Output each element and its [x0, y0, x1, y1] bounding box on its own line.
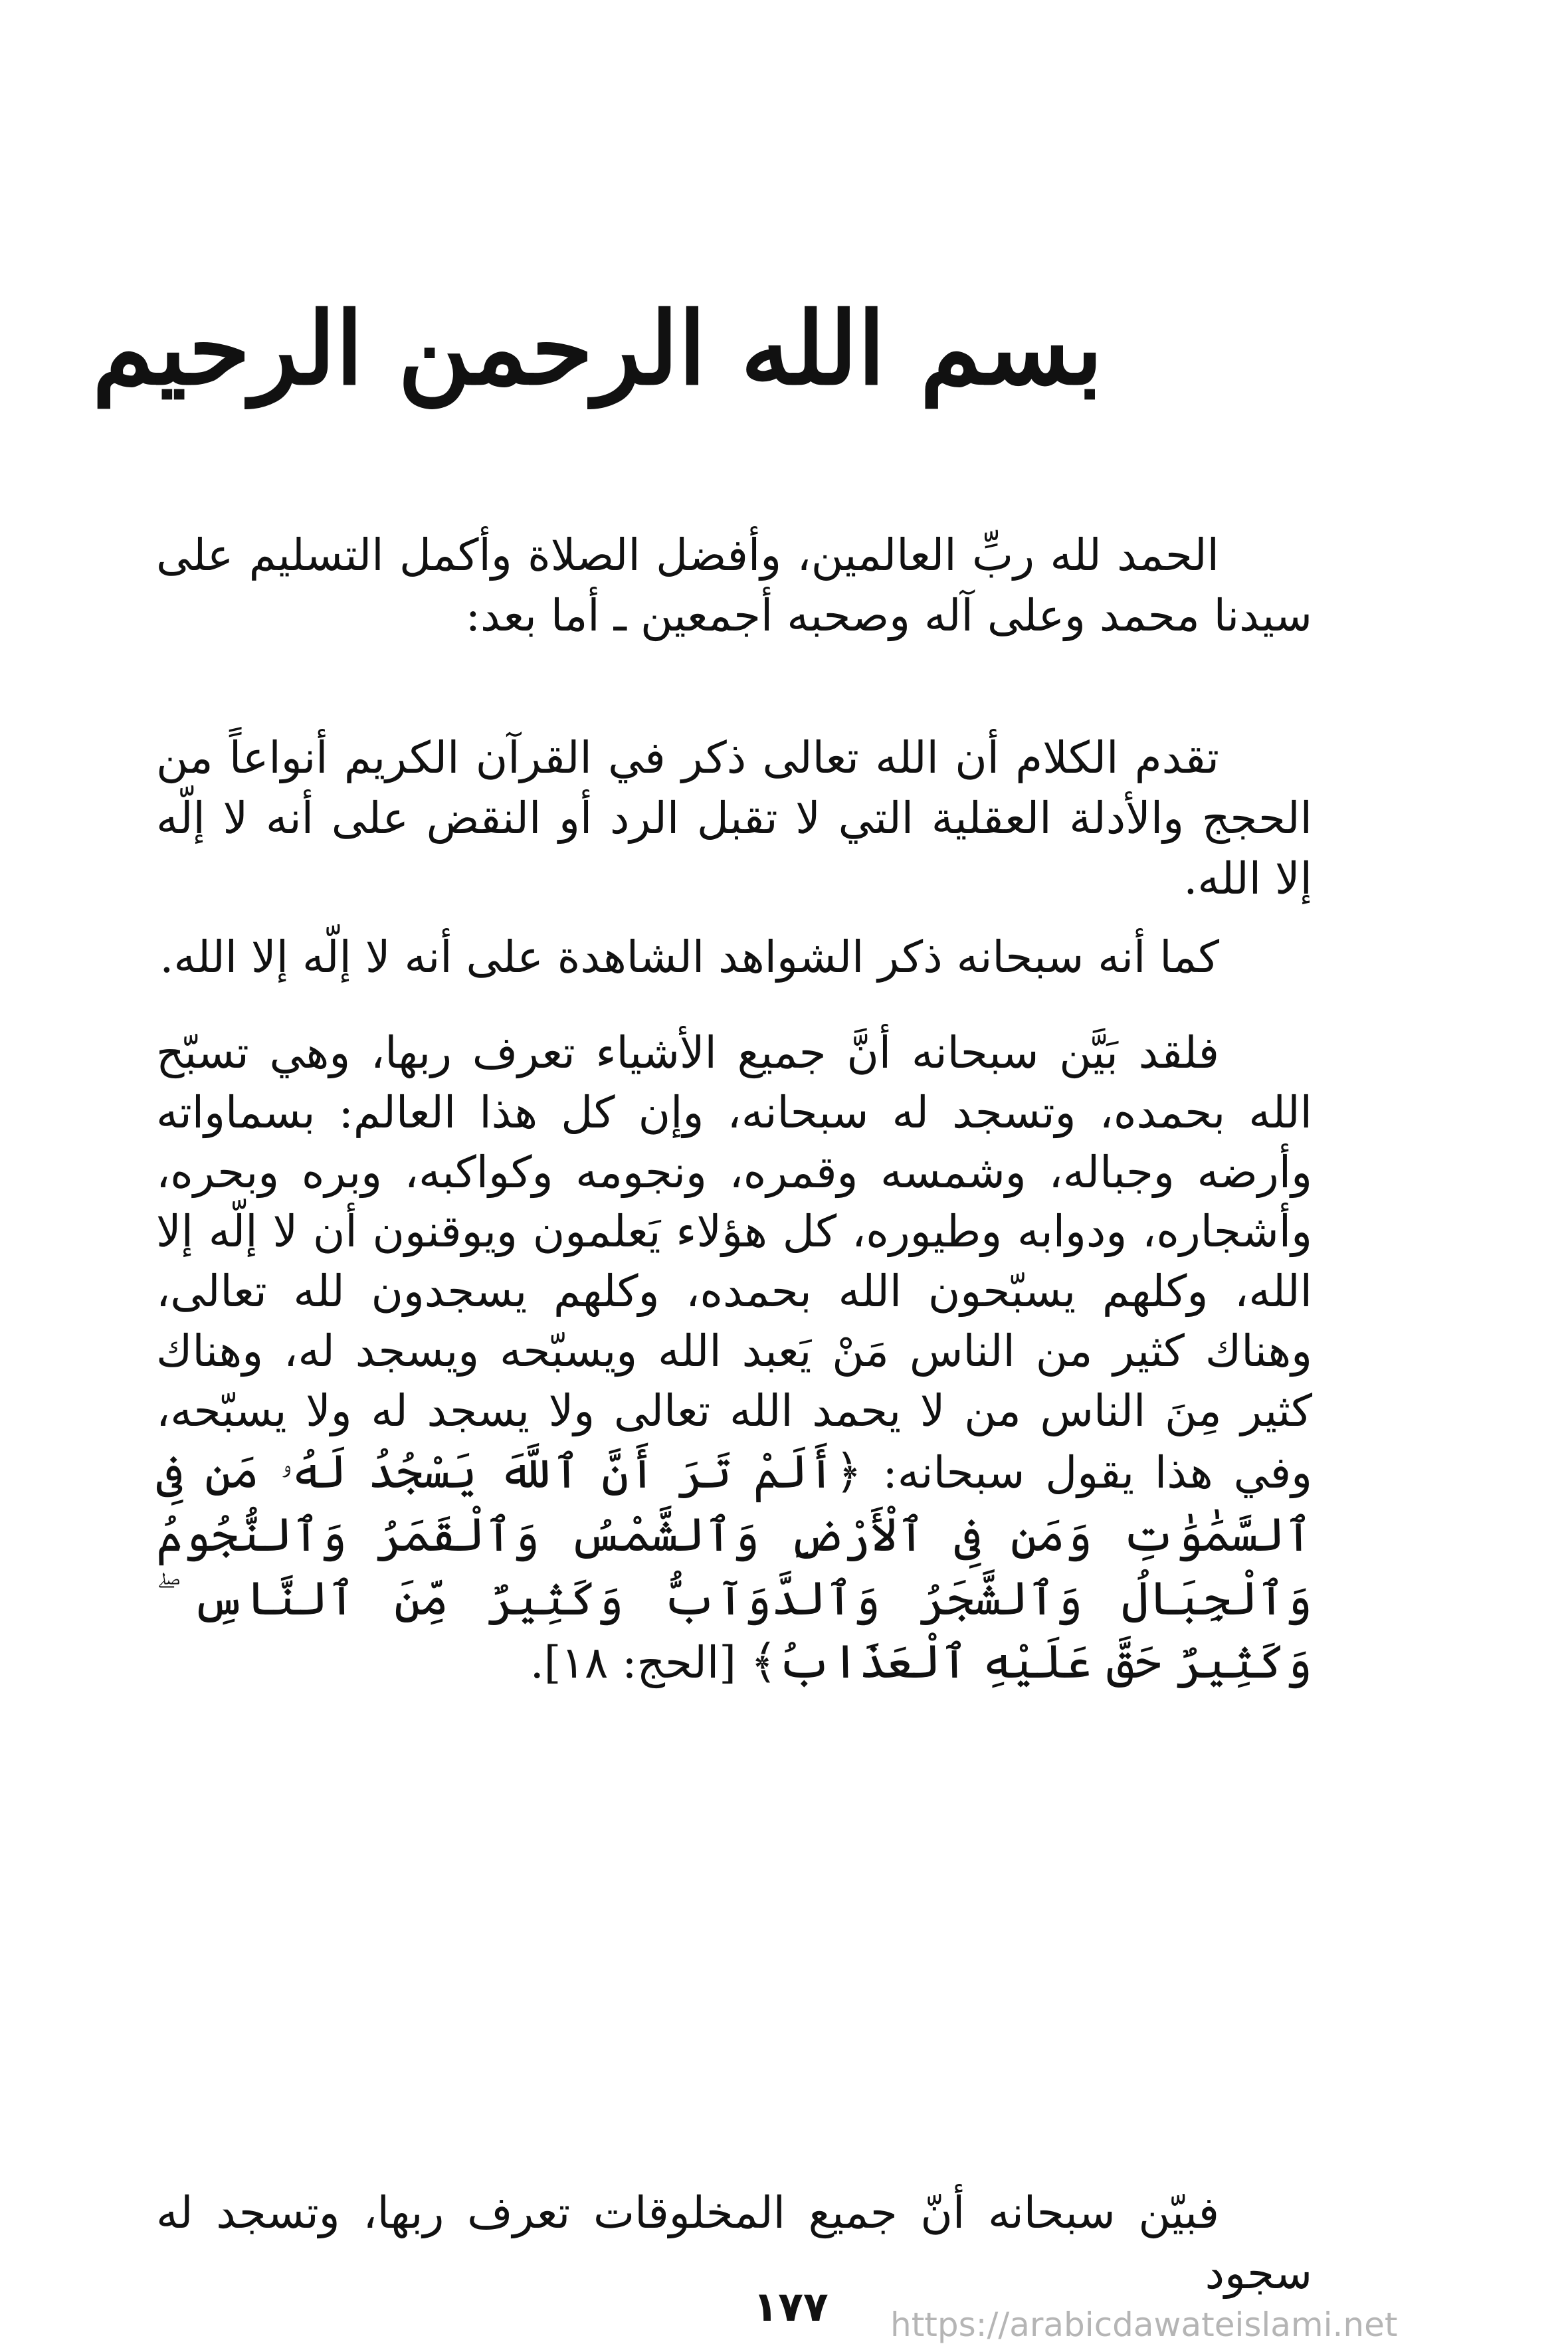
paragraph-witnesses: كما أنه سبحانه ذكر الشواهد الشاهدة على أنه لا إلّه إلا الله.	[159, 931, 1219, 983]
paragraph-creation-glorifies	[156, 1023, 1312, 1694]
quran-verse: ﴿أَلَمْ تَرَ أَنَّ ٱللَّهَ يَسْجُدُ لَهُۥ مَن فِى ٱلسَّمَٰوَٰتِ وَمَن فِى ٱلْأَرْضِ وَٱلشَّمْسُ وَٱلْقَمَرُ وَٱلنُّجُومُ وَٱلْجِبَالُ وَٱلشَّجَرُ وَٱلدَّوَآبُّ وَكَثِيرٌ مِّنَ ٱلنَّاسِ ۖ وَكَثِيرٌ حَقَّ عَلَيْهِ ٱلْعَذَابُ﴾	[156, 1444, 1312, 1689]
verse-citation: [الحج: ١٨].	[530, 1636, 736, 1688]
paragraph-arguments: تقدم الكلام أن الله تعالى ذكر في القرآن الكريم أنواعاً من الحجج والأدلة العقلية التي لا تقبل الرد أو النقض على أنه لا إلّه إلا الله.	[156, 732, 1312, 905]
page-number: ١٧٧	[753, 2282, 829, 2331]
basmala-text: بسم الله الرحمن الرحيم	[92, 290, 1103, 407]
basmala-header	[92, 252, 1103, 452]
watermark-url: https://arabicdawateislami.net	[890, 2305, 1398, 2344]
paragraph-body: فلقد بَيَّن سبحانه أنَّ جميع الأشياء تعرف ربها، وهي تسبّح الله بحمده، وتسجد له سبحانه، وإن كل هذا العالم: بسماواته وأرضه وجباله، وشمسه وقمره، ونجومه وكواكبه، وبره وبحره، وأشجاره، ودوابه وطيوره، كل هؤلاء يَعلمون ويوقنون أن لا إلّه إلا الله، وكلهم يسبّحون الله بحمده، وكلهم يسجدون لله تعالى، وهناك كثير من الناس مَنْ يَعبد الله ويسبّحه ويسجد له، وهناك كثير مِنَ الناس من لا يحمد الله تعالى ولا يسجد له ولا يسبّحه، وفي هذا يقول سبحانه:	[156, 1027, 1313, 1499]
paragraph-closing: فبيّن سبحانه أنّ جميع المخلوقات تعرف ربها، وتسجد له سجود	[156, 2187, 1312, 2299]
paragraph-opening: الحمد لله ربِّ العالمين، وأفضل الصلاة وأكمل التسليم على سيدنا محمد وعلى آله وصحبه أجمعين ـ أما بعد:	[156, 530, 1312, 642]
